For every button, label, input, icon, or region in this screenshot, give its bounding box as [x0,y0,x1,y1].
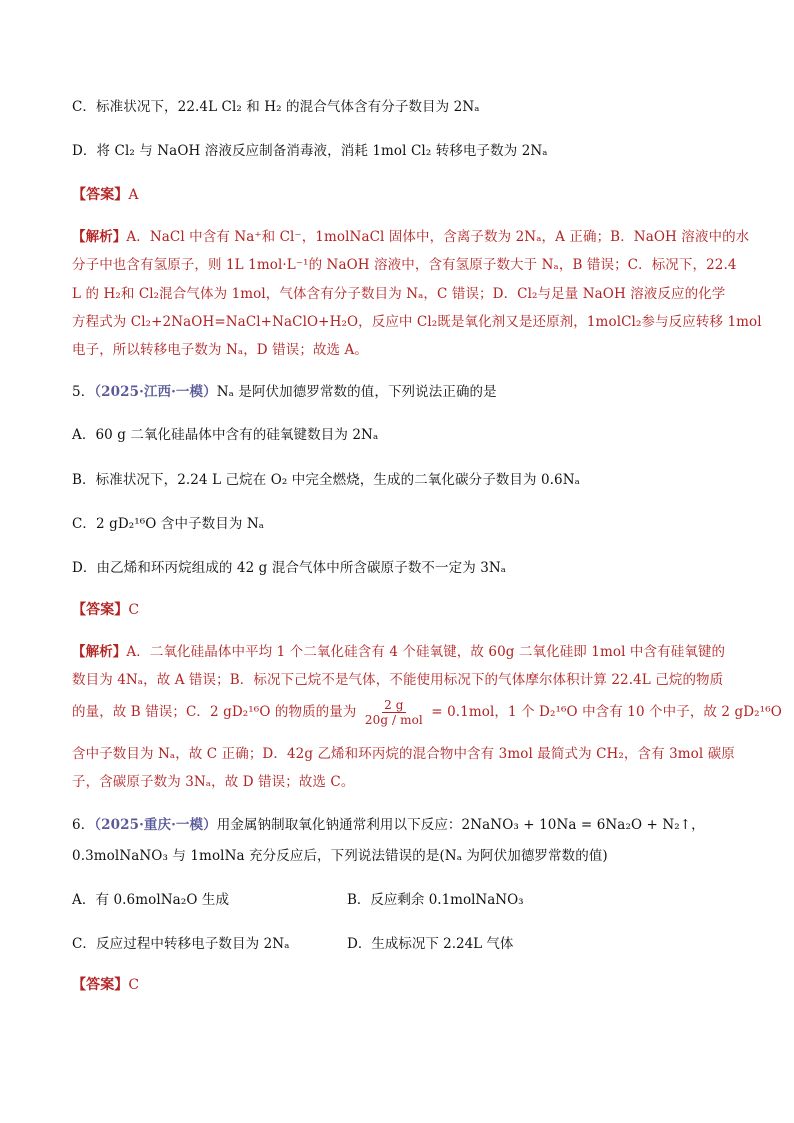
q5-option-b: B．标准状况下，2.24 L 己烷在 O₂ 中完全燃烧，生成的二氧化碳分子数目为 0.6Nₐ [72,472,580,488]
q5-analysis-line-2: 数目为 4Nₐ，故 A 错误；B．标况下己烷不是气体，不能使用标况下的气体摩尔体积计算 22.4L 己烷的物质 [72,672,724,688]
fraction-denominator: 20g / mol [364,713,423,727]
analysis-label: 【解析】 [72,644,127,660]
q4-analysis-line-5: 电子，所以转移电子数为 Nₐ，D 错误；故选 A。 [72,342,368,358]
q4-answer [72,185,722,205]
q5-answer [72,600,722,620]
answer-label: 【答案】 [72,977,129,993]
answer-value: A [128,187,139,203]
analysis-text: A．NaCl 中含有 Na⁺和 Cl⁻，1molNaCl 固体中，含离子数为 2Nₐ，A 正确；B．NaOH 溶液中的水 [126,229,750,245]
question-source: （2025·重庆·一模） [94,817,217,833]
q6-option-b: B．反应剩余 0.1molNaNO₃ [347,892,524,908]
analysis-label: 【解析】 [72,229,127,245]
answer-value: C [128,602,140,618]
q4-option-c: C．标准状况下，22.4L Cl₂ 和 H₂ 的混合气体含有分子数目为 2Nₐ [72,99,480,115]
q6-option-d: D．生成标况下 2.24L 气体 [347,936,514,952]
q6-option-a: A．有 0.6molNa₂O 生成 [72,892,230,908]
q6-stem [72,815,722,835]
analysis-text: = 0.1mol，1 个 D₂¹⁶O 中含有 10 个中子，故 2 gD₂¹⁶O [431,704,782,720]
fraction [363,698,425,727]
q6-answer [72,975,722,995]
q5-analysis-line-4: 含中子数目为 Nₐ，故 C 正确；D．42g 乙烯和环丙烷的混合物中含有 3mol 最简式为 CH₂，含有 3mol 碳原 [72,746,735,762]
answer-label: 【答案】 [72,602,129,618]
q5-stem [72,382,722,402]
q5-analysis-line-5: 子，含碳原子数为 3Nₐ，故 D 错误；故选 C。 [72,774,355,790]
q6-option-c: C．反应过程中转移电子数目为 2Nₐ [72,936,290,952]
q4-analysis-line-4: 方程式为 Cl₂+2NaOH=NaCl+NaClO+H₂O，反应中 Cl₂既是氧化剂又是还原剂，1molCl₂参与反应转移 1mol [72,314,762,330]
fraction-numerator: 2 g [384,698,404,712]
question-stem: 用金属钠制取氧化钠通常利用以下反应：2NaNO₃ + 10Na = 6Na₂O + N₂↑， [216,817,705,833]
q4-option-d: D．将 Cl₂ 与 NaOH 溶液反应制备消毒液，消耗 1mol Cl₂ 转移电子数为 2Nₐ [72,143,548,159]
q5-option-d: D．由乙烯和环丙烷组成的 42 g 混合气体中所含碳原子数不一定为 3Nₐ [72,560,507,576]
q5-option-c: C．2 gD₂¹⁶O 含中子数目为 Nₐ [72,516,265,532]
q4-analysis-line-3: L 的 H₂和 Cl₂混合气体为 1mol，气体含有分子数目为 Nₐ，C 错误；D．Cl₂与足量 NaOH 溶液反应的化学 [72,286,726,302]
q5-analysis-line-1 [72,642,726,662]
q4-analysis-line-1 [72,227,750,247]
q6-stem-line-2: 0.3molNaNO₃ 与 1molNa 充分反应后，下列说法错误的是(Nₐ 为阿伏加德罗常数的值) [72,848,608,864]
answer-value: C [128,977,140,993]
analysis-text: 的量，故 B 错误；C．2 gD₂¹⁶O 的物质的量为 [72,704,357,720]
question-source: （2025·江西·一模） [94,384,217,400]
q5-option-a: A．60 g 二氧化硅晶体中含有的硅氧键数目为 2Nₐ [72,427,379,443]
question-number: 5． [72,384,95,400]
question-stem: Nₐ 是阿伏加德罗常数的值，下列说法正确的是 [216,384,497,400]
q5-analysis-line-3 [72,698,782,727]
analysis-text: A．二氧化硅晶体中平均 1 个二氧化硅含有 4 个硅氧键，故 60g 二氧化硅即 1mol 中含有硅氧键的 [126,644,726,660]
q4-analysis-line-2: 分子中也含有氢原子，则 1L 1mol·L⁻¹的 NaOH 溶液中，含有氢原子数大于 Nₐ，B 错误；C．标况下，22.4 [72,257,737,273]
question-number: 6． [72,817,95,833]
answer-label: 【答案】 [72,187,129,203]
